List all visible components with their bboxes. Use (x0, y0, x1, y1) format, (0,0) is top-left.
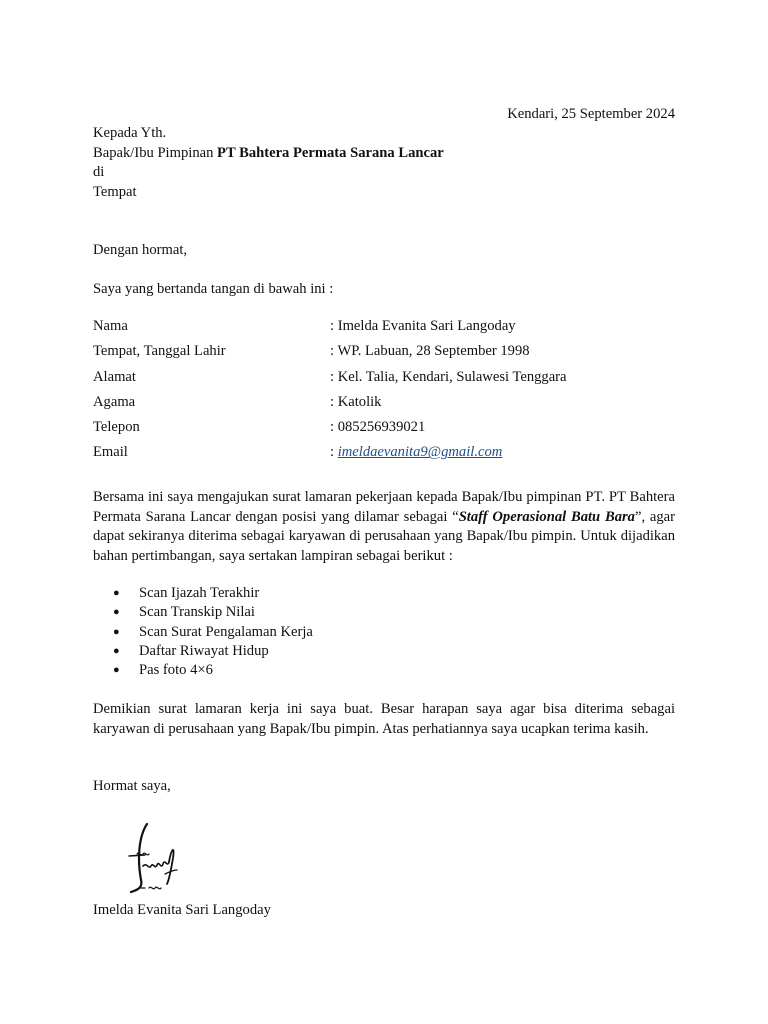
recipient-place: Tempat (93, 183, 137, 200)
list-item-label: Scan Transkip Nilai (139, 604, 255, 621)
detail-value: : Imelda Evanita Sari Langoday (330, 318, 516, 334)
list-item (113, 642, 313, 661)
bullet-icon: ● (113, 625, 120, 638)
detail-label: Nama (93, 318, 128, 334)
applicant-details (93, 317, 675, 469)
list-item-label: Daftar Riwayat Hidup (139, 642, 269, 659)
bullet-icon: ● (113, 606, 120, 619)
list-item-label: Pas foto 4×6 (139, 662, 213, 679)
bullet-icon: ● (113, 664, 120, 677)
detail-row (93, 368, 675, 393)
body-paragraph-closing: Demikian surat lamaran kerja ini saya buat. Besar harapan saya agar bisa diterima sebagai karyawan di perusahaan yang Bapak/Ibu pimpin. Atas perhatiannya saya ucapkan terima kasih. (93, 701, 675, 737)
date-line: Kendari, 25 September 2024 (507, 106, 675, 122)
recipient-prefix: Bapak/Ibu Pimpinan (93, 144, 218, 161)
detail-value: : Kel. Talia, Kendari, Sulawesi Tenggara (330, 368, 567, 385)
bullet-icon: ● (113, 644, 120, 657)
greeting: Dengan hormat, (93, 242, 188, 258)
detail-row (93, 317, 675, 342)
detail-value: : Katolik (330, 393, 382, 410)
list-item-label: Scan Surat Pengalaman Kerja (139, 623, 313, 640)
list-item (113, 661, 313, 680)
detail-value: : WP. Labuan, 28 September 1998 (330, 343, 530, 360)
detail-row (93, 342, 675, 367)
email-value (330, 443, 675, 468)
body1-part1: Bersama ini saya mengajukan surat lamaran pekerjaan kepada Bapak/Ibu pimpinan PT. PT Bahtera Permata Sarana Lancar dengan posisi yang dilamar sebagai “ (93, 489, 675, 525)
detail-label: Alamat (93, 368, 136, 385)
detail-label: Agama (93, 393, 136, 410)
email-prefix: : (330, 444, 338, 461)
list-item-label: Scan Ijazah Terakhir (139, 585, 260, 601)
body-paragraph-application (93, 488, 675, 566)
recipient-company: PT Bahtera Permata Sarana Lancar (217, 144, 444, 161)
detail-label: Tempat, Tanggal Lahir (93, 343, 226, 360)
detail-value: : 085256939021 (330, 419, 426, 436)
attachment-list (113, 584, 313, 680)
email-link[interactable]: imeldaevanita9@gmail.com (337, 444, 503, 461)
intro-line: Saya yang bertanda tangan di bawah ini : (93, 281, 334, 297)
list-item (113, 623, 313, 642)
detail-row (93, 393, 675, 418)
recipient-di: di (93, 164, 105, 180)
detail-label: Telepon (93, 419, 140, 436)
recipient-block (93, 124, 444, 202)
body1-part2: ”, agar dapat sekiranya diterima sebagai karyawan di perusahaan yang Bapak/Ibu pimpin. Untuk dijadikan bahan pertimbangan, saya sertakan lampiran sebagai berikut : (93, 508, 675, 564)
email-label: Email (93, 444, 128, 461)
list-item (113, 603, 313, 622)
letter-page (93, 0, 675, 1024)
recipient-name-line (93, 144, 444, 164)
applied-position: Staff Operasional Batu Bara (458, 508, 635, 525)
signature-icon (121, 822, 185, 896)
bullet-icon: ● (113, 587, 120, 599)
detail-row (93, 418, 675, 443)
recipient-salutation: Kepada Yth. (93, 125, 167, 141)
detail-row-email (93, 443, 675, 468)
signer-name: Imelda Evanita Sari Langoday (93, 902, 271, 918)
list-item (113, 584, 313, 603)
closing-line: Hormat saya, (93, 778, 171, 794)
